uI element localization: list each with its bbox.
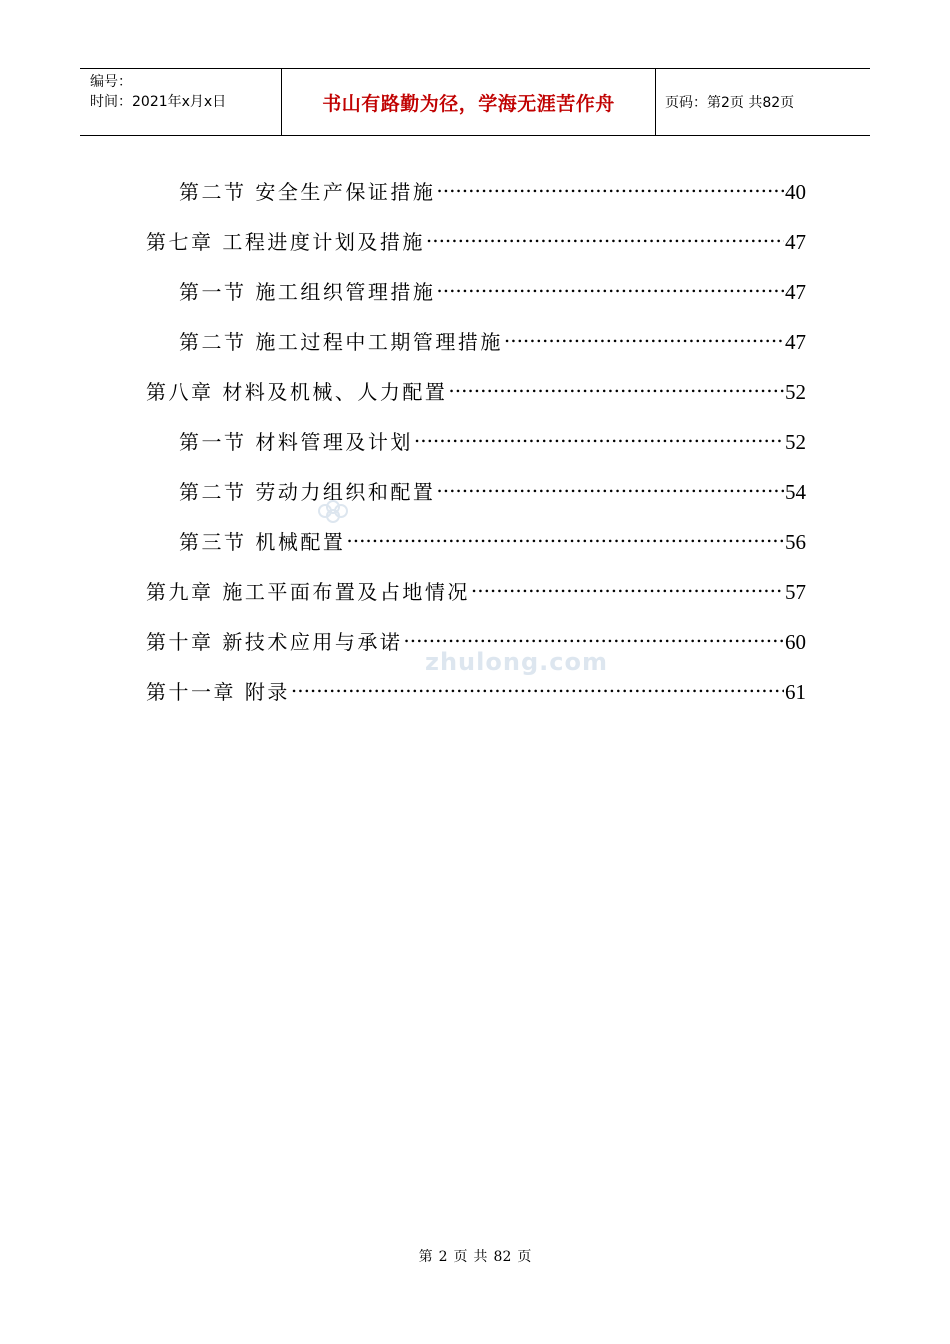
toc-entry[interactable] bbox=[146, 621, 806, 654]
toc-entry-page: 47 bbox=[785, 330, 806, 354]
toc-dot-leader bbox=[436, 271, 784, 299]
footer-ye-end: 页 bbox=[517, 1249, 532, 1265]
header-page-label: 页码：第2页 共82页 bbox=[665, 95, 795, 111]
footer-page-number: 2 bbox=[438, 1249, 448, 1265]
footer-ye: 页 bbox=[453, 1249, 468, 1265]
toc-entry[interactable] bbox=[179, 421, 806, 454]
toc-entry-title: 第三节 机械配置 bbox=[179, 530, 346, 554]
watermark-text: zhulong.com bbox=[425, 648, 608, 676]
toc-entry-page: 54 bbox=[785, 480, 806, 504]
toc-entry[interactable] bbox=[179, 521, 806, 554]
toc-entry[interactable] bbox=[146, 571, 806, 604]
footer-gong: 共 bbox=[473, 1249, 488, 1265]
toc-entry-page: 52 bbox=[785, 430, 806, 454]
toc-dot-leader bbox=[504, 321, 784, 349]
toc-entry[interactable] bbox=[179, 321, 806, 354]
toc-entry-page: 52 bbox=[785, 380, 806, 404]
toc-entry[interactable] bbox=[146, 221, 806, 254]
toc-entry[interactable] bbox=[146, 371, 806, 404]
toc-entry-title: 第九章 施工平面布置及占地情况 bbox=[146, 580, 470, 604]
toc-entry-title: 第二节 劳动力组织和配置 bbox=[179, 480, 436, 504]
footer-total-pages: 82 bbox=[493, 1249, 512, 1265]
watermark-logo-icon bbox=[316, 498, 350, 524]
header-code-label: 编号： bbox=[90, 74, 132, 90]
toc-entry-page: 47 bbox=[785, 230, 806, 254]
toc-dot-leader bbox=[448, 371, 784, 399]
header-date-label: 时间：2021年x月x日 bbox=[90, 94, 227, 110]
header-motto: 书山有路勤为径，学海无涯苦作舟 bbox=[282, 69, 656, 135]
toc-entry-page: 56 bbox=[785, 530, 806, 554]
toc-dot-leader bbox=[426, 221, 784, 249]
toc-dot-leader bbox=[436, 171, 784, 199]
footer-di: 第 bbox=[418, 1249, 433, 1265]
toc-dot-leader bbox=[403, 621, 784, 649]
toc-entry-page: 47 bbox=[785, 280, 806, 304]
toc-entry[interactable] bbox=[179, 171, 806, 204]
toc-entry-title: 第十一章 附录 bbox=[146, 680, 290, 704]
toc-dot-leader bbox=[471, 571, 784, 599]
toc-dot-leader bbox=[436, 471, 784, 499]
toc-entry-title: 第二节 安全生产保证措施 bbox=[179, 180, 436, 204]
toc-entry-page: 40 bbox=[785, 180, 806, 204]
toc-dot-leader bbox=[414, 421, 784, 449]
toc-entry-title: 第一节 材料管理及计划 bbox=[179, 430, 413, 454]
page-footer bbox=[0, 1246, 950, 1266]
toc-entry-title: 第十章 新技术应用与承诺 bbox=[146, 630, 403, 654]
toc-entry-page: 61 bbox=[785, 680, 806, 704]
toc-dot-leader bbox=[346, 521, 784, 549]
toc-entry[interactable] bbox=[179, 471, 806, 504]
toc-entry[interactable] bbox=[179, 271, 806, 304]
toc-entry-page: 57 bbox=[785, 580, 806, 604]
toc-entry-title: 第二节 施工过程中工期管理措施 bbox=[179, 330, 503, 354]
toc-entry-title: 第八章 材料及机械、人力配置 bbox=[146, 380, 448, 404]
toc-entry-title: 第七章 工程进度计划及措施 bbox=[146, 230, 425, 254]
toc-entry-page: 60 bbox=[785, 630, 806, 654]
toc-entry-title: 第一节 施工组织管理措施 bbox=[179, 280, 436, 304]
